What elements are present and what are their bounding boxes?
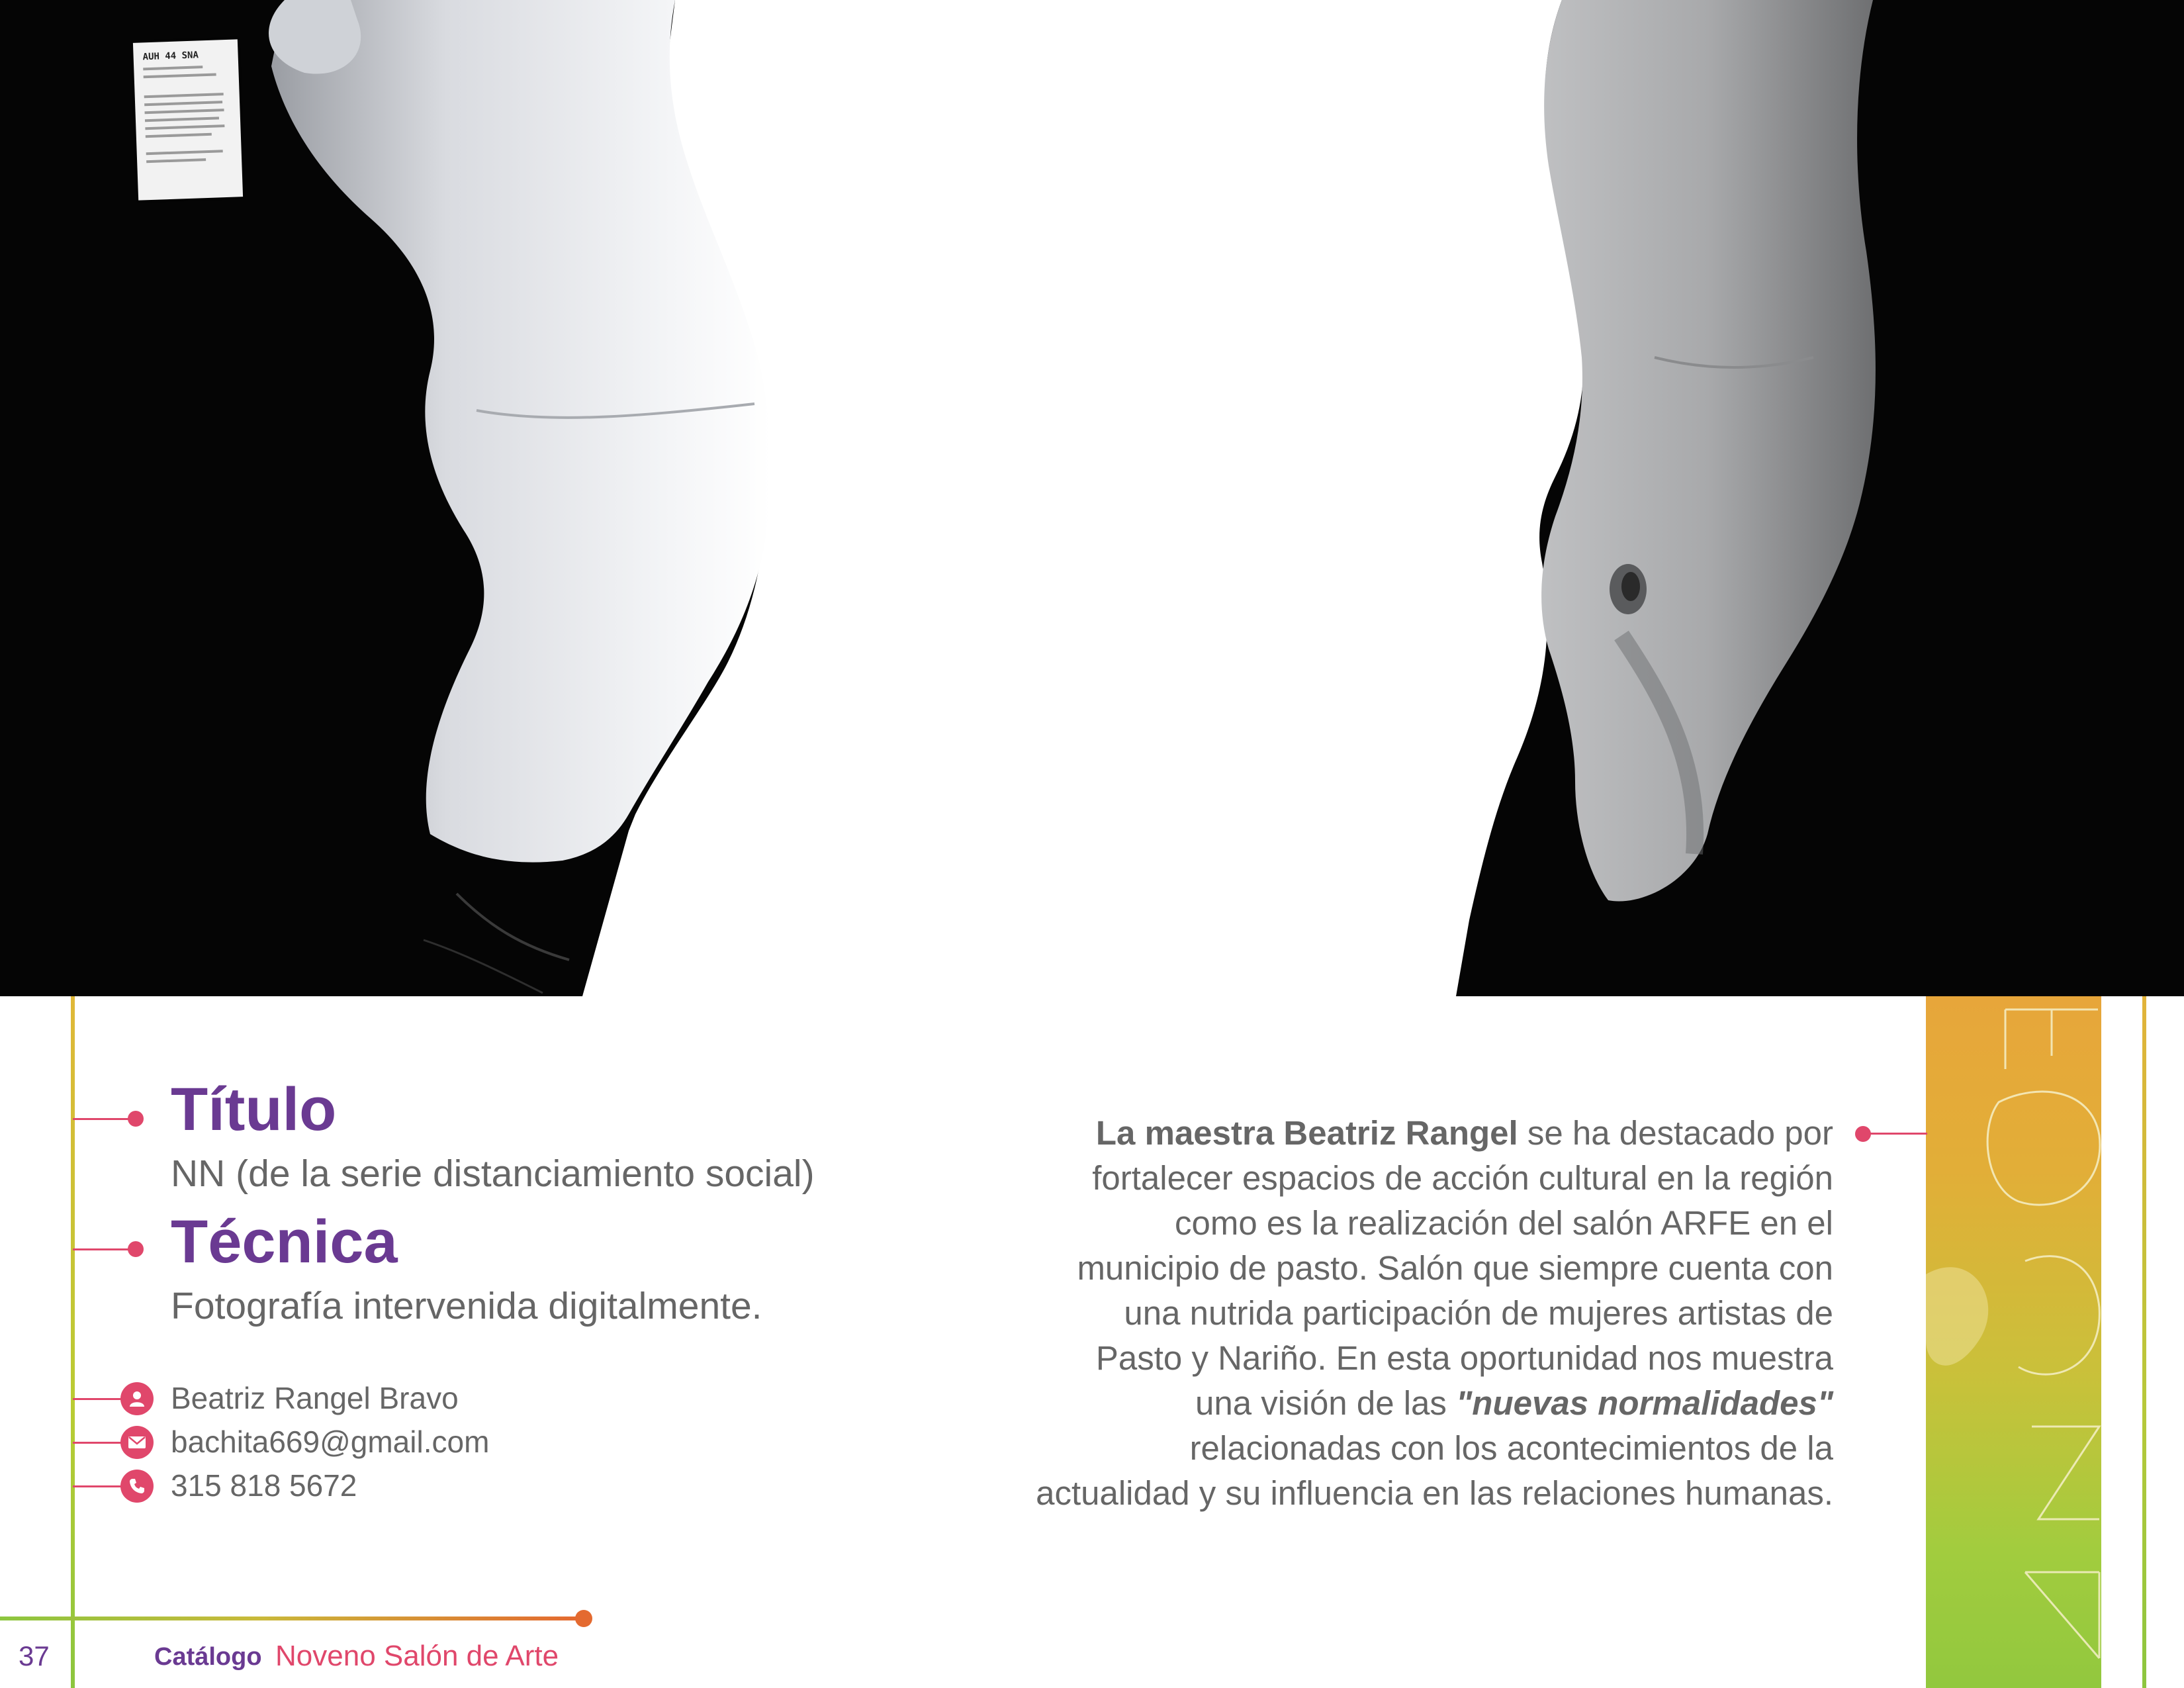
right-decorative-strip bbox=[1926, 996, 2101, 1688]
description-lead: La maestra Beatriz Rangel bbox=[1095, 1114, 1518, 1152]
card-text-line bbox=[143, 66, 203, 70]
titulo-label: Título bbox=[171, 1076, 337, 1143]
user-icon bbox=[120, 1382, 154, 1415]
strip-letter-outlines bbox=[1926, 996, 2101, 1688]
tecnica-label: Técnica bbox=[171, 1208, 398, 1276]
description-emphasis: "nuevas normalidades" bbox=[1456, 1384, 1833, 1422]
artist-description bbox=[1032, 1111, 1833, 1516]
tecnica-connector-dot bbox=[128, 1241, 144, 1257]
card-text-line bbox=[146, 158, 206, 163]
tecnica-connector-line bbox=[73, 1248, 132, 1250]
exhibit-info-card bbox=[133, 39, 243, 200]
card-text-line bbox=[144, 73, 216, 78]
photo-left-torso bbox=[0, 0, 794, 996]
description-text-1: se ha destacado por fortalecer espacios de acción cultural en la región como es la realización del salón ARFE en el municipio de pasto. Salón que siempre cuenta con una nutrida participación de mujeres artistas de Pasto y Nariño. En esta oportunidad nos muestra una visión de las bbox=[1077, 1114, 1833, 1422]
contact-email-connector bbox=[73, 1442, 122, 1444]
photo-right-torso bbox=[1443, 0, 2184, 996]
exhibit-card-title: AUH 44 SNA bbox=[142, 50, 199, 63]
left-vertical-accent-line bbox=[71, 996, 75, 1688]
contact-phone-connector bbox=[73, 1485, 122, 1487]
titulo-value: NN (de la serie distanciamiento social) bbox=[171, 1152, 815, 1195]
card-text-line bbox=[146, 150, 223, 155]
card-text-line bbox=[145, 117, 219, 122]
footer-catalog-label: Catálogo bbox=[154, 1643, 262, 1671]
footer-accent-line bbox=[0, 1617, 576, 1620]
footer-accent-dot bbox=[575, 1610, 592, 1627]
titulo-connector-dot bbox=[128, 1111, 144, 1127]
artist-email[interactable]: bachita669@gmail.com bbox=[171, 1425, 490, 1459]
envelope-icon bbox=[120, 1426, 154, 1459]
contact-name-connector bbox=[73, 1398, 122, 1400]
description-connector-line bbox=[1866, 1133, 1927, 1135]
card-text-line bbox=[146, 133, 212, 138]
artist-phone[interactable]: 315 818 5672 bbox=[171, 1468, 357, 1503]
card-text-line bbox=[145, 109, 224, 114]
tecnica-value: Fotografía intervenida digitalmente. bbox=[171, 1285, 762, 1327]
torso-right-silhouette bbox=[1443, 0, 2184, 996]
card-text-line bbox=[144, 101, 222, 106]
description-text-2: relacionadas con los acontecimientos de la actualidad y su influencia en las relaciones humanas. bbox=[1036, 1429, 1833, 1512]
card-text-line bbox=[145, 124, 224, 130]
titulo-connector-line bbox=[73, 1118, 132, 1120]
page-number: 37 bbox=[19, 1640, 50, 1671]
right-vertical-accent-line bbox=[2142, 996, 2146, 1688]
card-text-line bbox=[144, 93, 224, 98]
torso-left-silhouette bbox=[0, 0, 794, 996]
artist-name: Beatriz Rangel Bravo bbox=[171, 1381, 459, 1415]
footer-catalog-subtitle: Noveno Salón de Arte bbox=[275, 1640, 559, 1672]
phone-icon bbox=[120, 1470, 154, 1503]
